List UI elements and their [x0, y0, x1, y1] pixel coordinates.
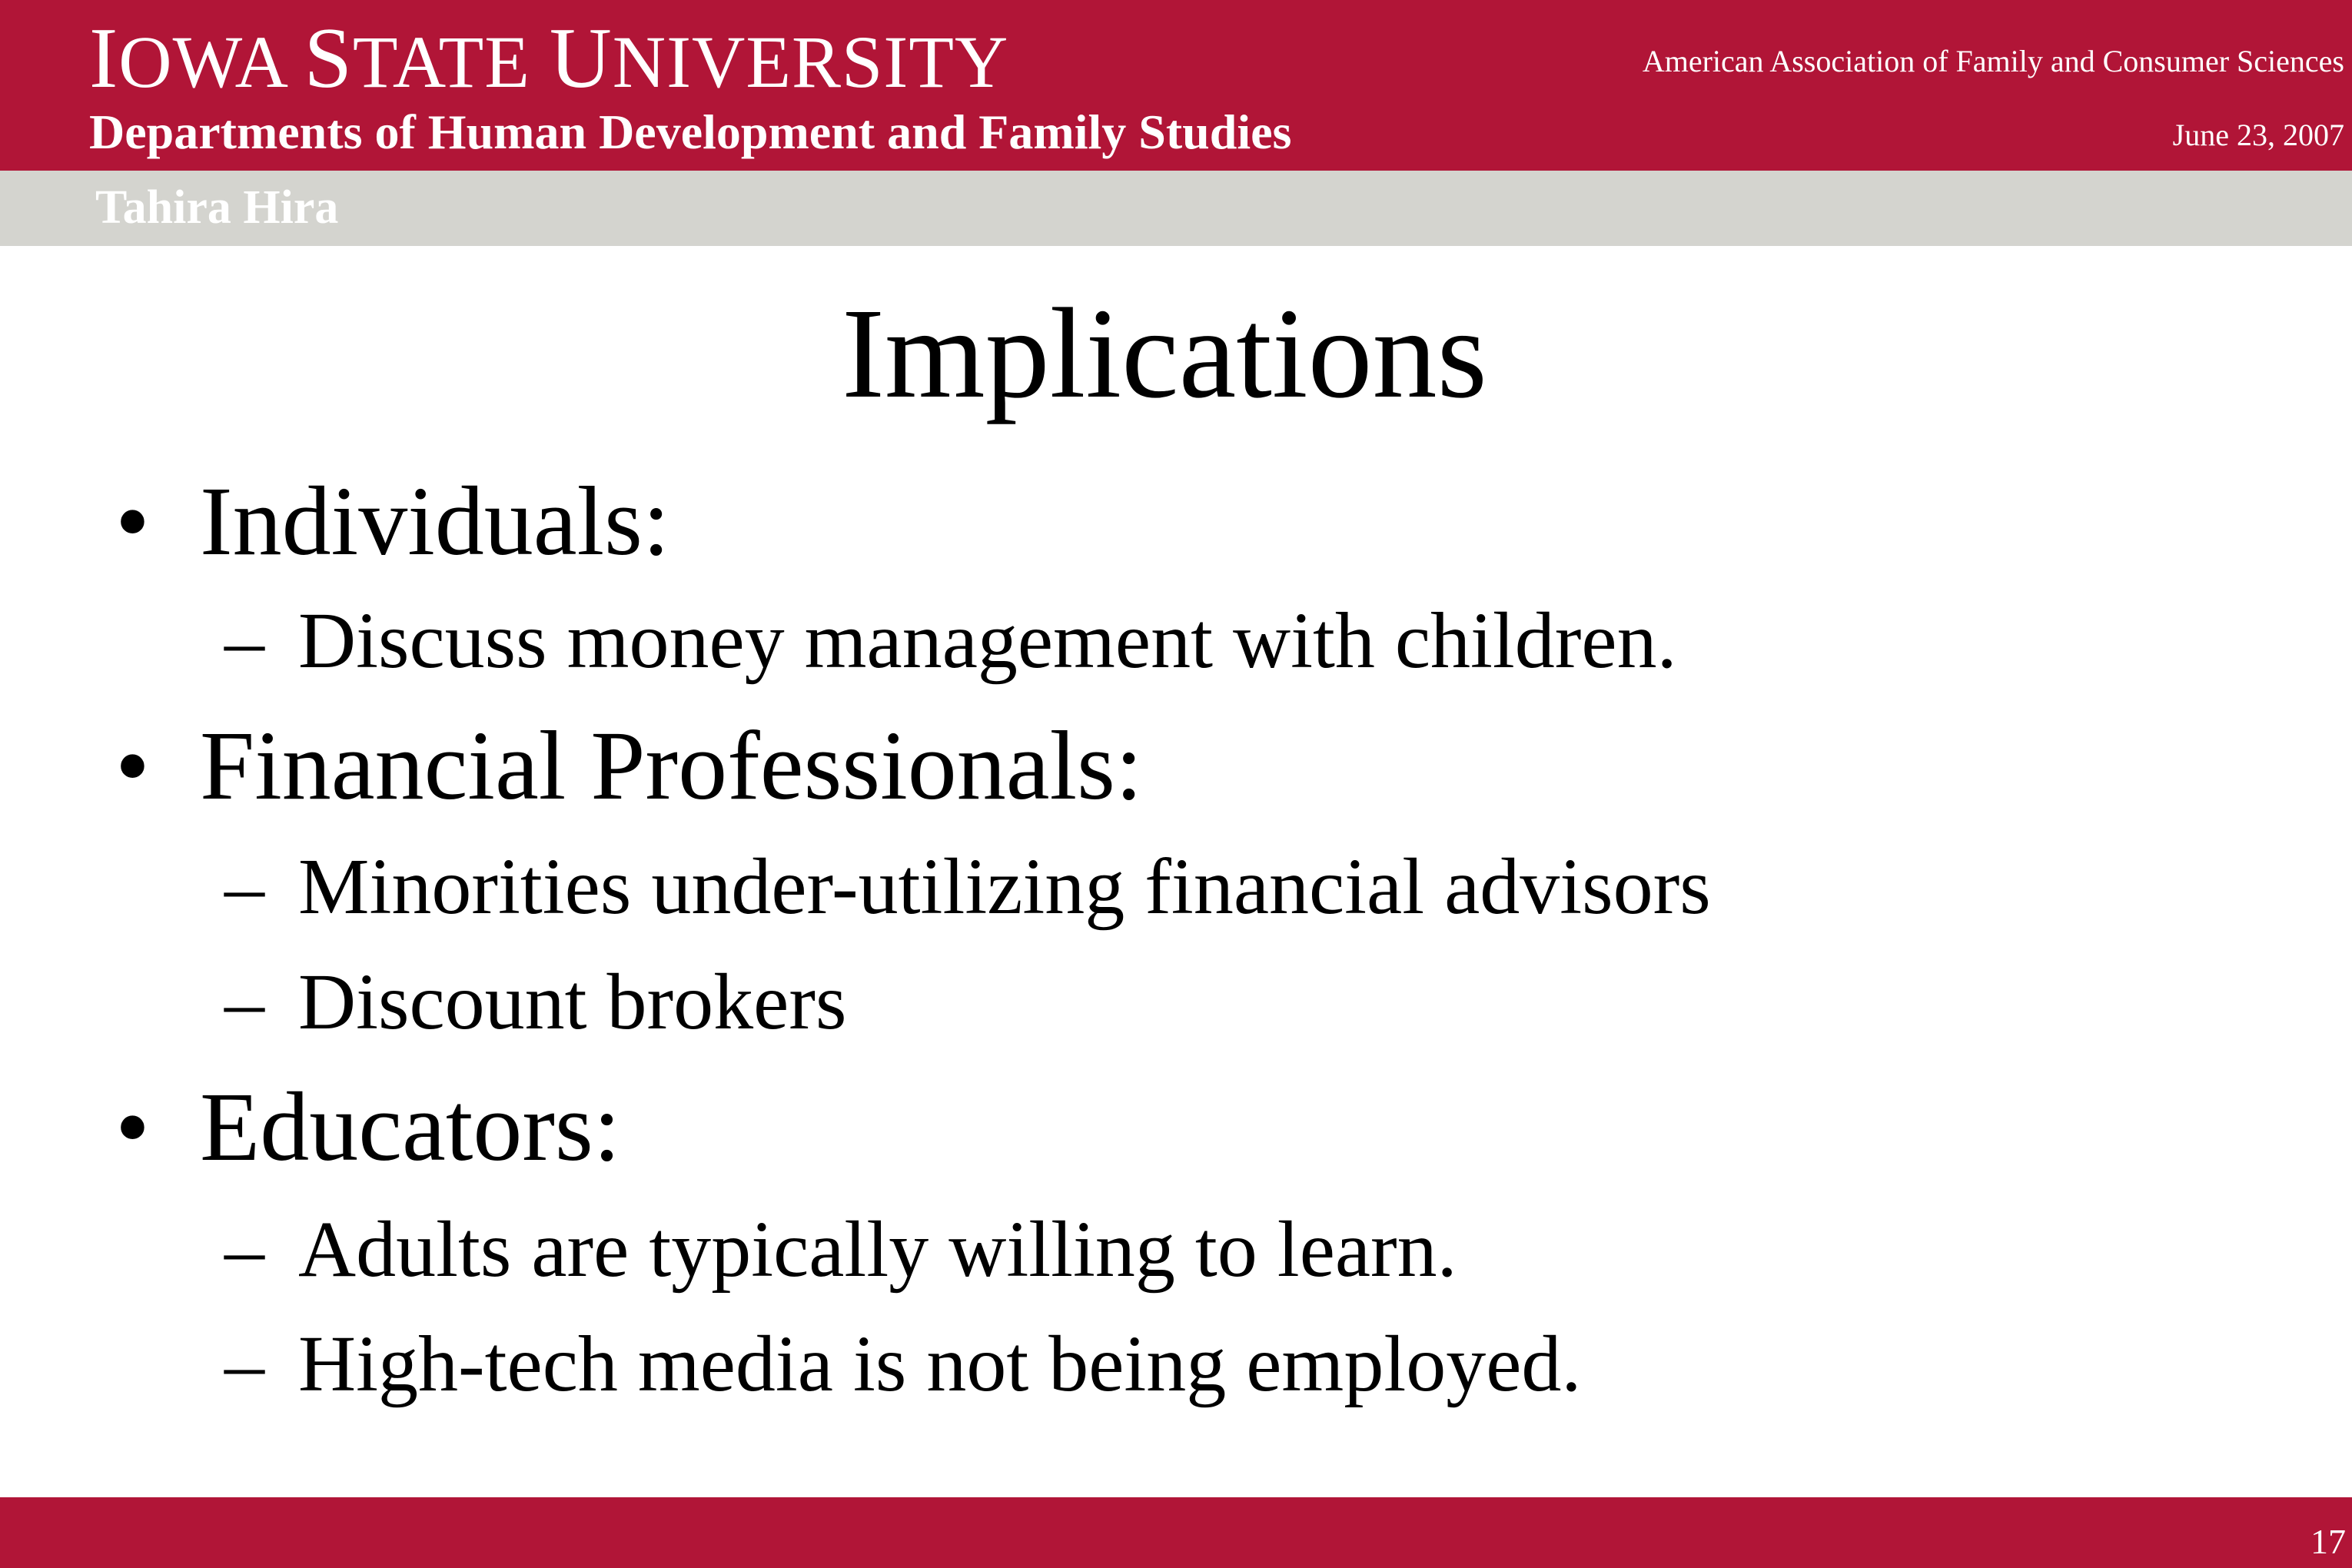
- bullet-financial-professionals: [115, 708, 1143, 823]
- presentation-date: June 23, 2007: [2172, 118, 2344, 152]
- wordmark-initial-i: I: [89, 11, 119, 106]
- footer-band: [0, 1497, 2352, 1568]
- sub-bullet-marker: –: [224, 1320, 264, 1408]
- bullet-marker: •: [115, 1072, 150, 1181]
- wordmark-rest-owa: OWA: [118, 21, 304, 103]
- sub-bullet-marker: –: [224, 1205, 264, 1294]
- bullet-individuals: [115, 463, 670, 579]
- bullet-label: Financial Professionals:: [200, 711, 1143, 820]
- bullet-educators: [115, 1069, 620, 1184]
- sub-bullet-text: High-tech media is not being employed.: [298, 1320, 1582, 1408]
- wordmark-rest-niversity: NIVERSITY: [612, 21, 1009, 103]
- sub-bullet: [224, 593, 1677, 689]
- sub-bullet: [224, 1202, 1457, 1297]
- sub-bullet-text: Adults are typically willing to learn.: [298, 1205, 1457, 1294]
- wordmark-initial-s: S: [304, 11, 353, 106]
- bullet-marker: •: [115, 711, 150, 820]
- sub-bullet: [224, 1317, 1581, 1412]
- sub-bullet: [224, 839, 1711, 935]
- bullet-label: Educators:: [200, 1072, 621, 1181]
- bullet-marker: •: [115, 467, 150, 576]
- sub-bullet-marker: –: [224, 596, 264, 685]
- author-name: Tahira Hira: [95, 181, 339, 234]
- sub-bullet-text: Discuss money management with children.: [298, 596, 1677, 685]
- page-number: 17: [2310, 1522, 2346, 1561]
- conference-name: American Association of Family and Consumer Sciences: [1642, 44, 2344, 78]
- wordmark-rest-tate: TATE: [352, 21, 550, 103]
- wordmark-initial-u: U: [549, 11, 613, 106]
- sub-bullet-marker: –: [224, 842, 264, 931]
- department-name: Departments of Human Development and Family Studies: [89, 105, 1292, 159]
- sub-bullet-text: Discount brokers: [298, 958, 847, 1046]
- sub-bullet-marker: –: [224, 958, 264, 1046]
- sub-bullet: [224, 955, 846, 1050]
- bullet-label: Individuals:: [200, 467, 670, 576]
- slide-title: Implications: [842, 282, 1487, 425]
- sub-bullet-text: Minorities under-utilizing financial advisors: [298, 842, 1711, 931]
